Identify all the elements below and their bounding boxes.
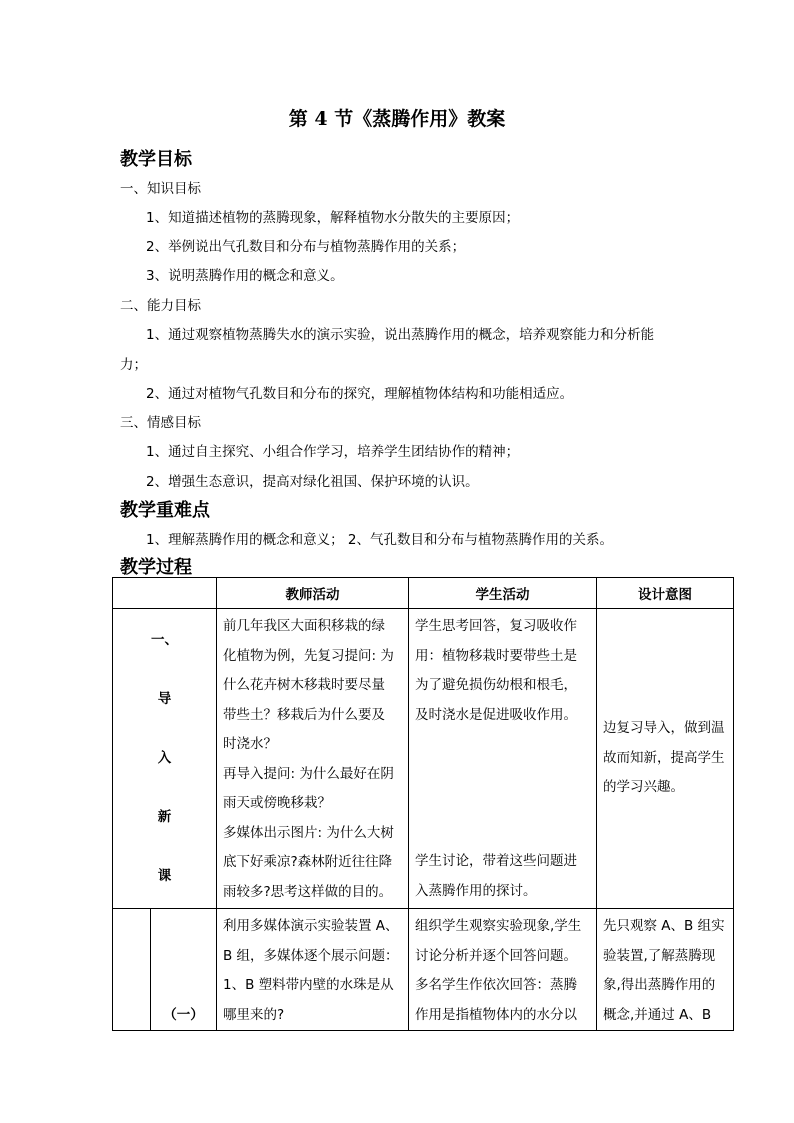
- student-activity-intro: [409, 609, 597, 909]
- table-row-intro: [113, 609, 734, 909]
- header-teacher-activity: 教师活动: [217, 578, 409, 609]
- section-label: （一）: [163, 1006, 204, 1023]
- ability-goal-1-line2: 力；: [120, 357, 147, 373]
- section-heading-process: 教学过程: [120, 557, 192, 578]
- document-title: 第 4 节《蒸腾作用》教案: [288, 108, 506, 130]
- header-student-activity: 学生活动: [409, 578, 597, 609]
- teacher-activity-section-1: [217, 909, 409, 1031]
- table-row-section-1: [113, 909, 734, 1031]
- emotion-goal-1: 1、通过自主探究、小组合作学习，培养学生团结协作的精神；: [146, 444, 520, 460]
- emotion-goal-2: 2、增强生态意识，提高对绿化祖国、保护环境的认识。: [146, 474, 479, 490]
- teacher-activity-text-2: 利用多媒体演示实验装置 A、 B 组，多媒体逐个展示问题： 1、B 塑料带内壁的水珠是从 哪里来的?: [223, 918, 399, 1023]
- stage-cell-intro: [113, 609, 217, 909]
- table-header-row: [113, 578, 734, 609]
- student-activity-text-b: 学生讨论，带着这些问题进 入蒸腾作用的探讨。: [415, 853, 577, 899]
- ability-goal-2: 2、通过对植物气孔数目和分布的探究，理解植物体结构和功能相适应。: [146, 386, 574, 402]
- stage-cell-empty: [113, 909, 151, 1031]
- design-intent-text: 边复习导入，做到温 故而知新，提高学生 的学习兴趣。: [603, 720, 725, 796]
- section-heading-keypoints: 教学重难点: [120, 500, 210, 521]
- ability-goal-1-line1: 1、通过观察植物蒸腾失水的演示实验，说出蒸腾作用的概念，培养观察能力和分析能: [146, 327, 655, 343]
- knowledge-goals-heading: 一、知识目标: [120, 181, 201, 197]
- student-activity-text-a: 学生思考回答，复习吸收作 用：植物移栽时要带些土是 为了避免损伤幼根和根毛， 及时浇水是促进吸收作用。: [415, 618, 577, 723]
- ability-goals-heading: 二、能力目标: [120, 298, 201, 314]
- section-label-cell: [151, 909, 217, 1031]
- teacher-activity-intro: [217, 609, 409, 909]
- lesson-process-table: [112, 577, 734, 1031]
- section-heading-goals: 教学目标: [120, 149, 192, 170]
- header-design-intent: 设计意图: [597, 578, 734, 609]
- design-intent-intro: [597, 609, 734, 909]
- student-activity-text-2: 组织学生观察实验现象,学生 讨论分析并逐个回答问题。 多名学生作依次回答：蒸腾 作用是指植物体内的水分以: [415, 918, 582, 1023]
- knowledge-goal-2: 2、举例说出气孔数目和分布与植物蒸腾作用的关系；: [146, 239, 466, 255]
- design-intent-text-2: 先只观察 A、B 组实 验装置,了解蒸腾现 象,得出蒸腾作用的 概念,并通过 A、B: [603, 918, 725, 1023]
- knowledge-goal-3: 3、说明蒸腾作用的概念和意义。: [146, 268, 344, 284]
- keypoints-text: 1、理解蒸腾作用的概念和意义； 2、气孔数目和分布与植物蒸腾作用的关系。: [146, 532, 613, 548]
- student-activity-section-1: [409, 909, 597, 1031]
- knowledge-goal-1: 1、知道描述植物的蒸腾现象，解释植物水分散失的主要原因；: [146, 210, 520, 226]
- design-intent-section-1: [597, 909, 734, 1031]
- stage-label-intro: 一、 导 入 新 课: [151, 632, 178, 884]
- emotion-goals-heading: 三、情感目标: [120, 415, 201, 431]
- teacher-activity-text: 前几年我区大面积移栽的绿 化植物为例，先复习提问: 为 什么花卉树木移栽时要尽量 带些土？移栽后为什么要及 时浇水？ 再导入提问: 为什么最好在阴 雨天或傍晚移栽？ 多媒体出示图片: 为什么大树 底下好乘凉?森林附近往往降 雨较多?思考这样做的目的。: [223, 618, 394, 900]
- header-cell-stage: [113, 578, 217, 609]
